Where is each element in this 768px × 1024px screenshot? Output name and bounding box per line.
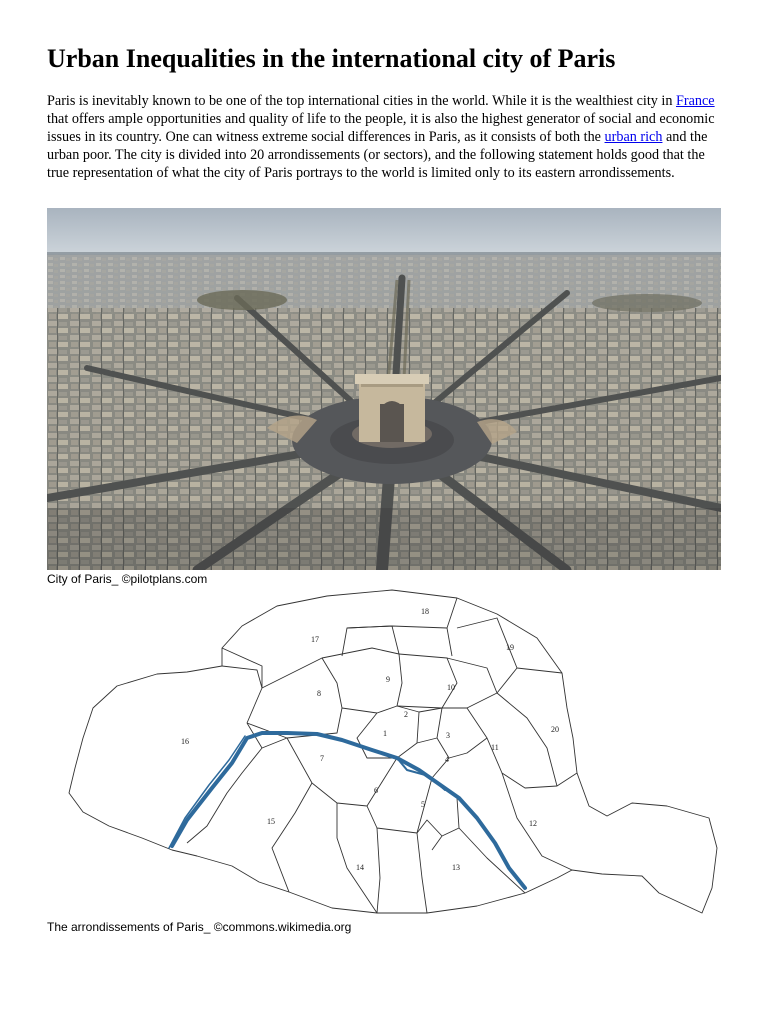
district-label-16: 16 xyxy=(181,737,189,746)
district-label-3: 3 xyxy=(446,731,450,740)
district-label-10: 10 xyxy=(447,683,455,692)
district-label-8: 8 xyxy=(317,689,321,698)
arrondissements-map-drawing xyxy=(47,588,721,916)
arc-de-triomphe xyxy=(355,374,429,442)
district-label-14: 14 xyxy=(356,863,364,872)
paris-aerial-photo xyxy=(47,208,721,570)
intro-paragraph xyxy=(47,92,723,182)
district-label-1: 1 xyxy=(383,729,387,738)
district-label-17: 17 xyxy=(311,635,319,644)
arrondissements-map xyxy=(47,588,721,916)
district-label-19: 19 xyxy=(506,643,514,652)
district-label-6: 6 xyxy=(374,786,378,795)
district-label-18: 18 xyxy=(421,607,429,616)
district-labels xyxy=(181,607,559,872)
france-link[interactable]: France xyxy=(676,93,715,109)
intro-text-3: and the urban poor. The city is divided into 20 arrondissements (or sectors), and the following statement holds good that the true representation of what the city of Paris portrays to the world is limited only to its eastern arrondissements. xyxy=(47,129,708,181)
district-label-13: 13 xyxy=(452,863,460,872)
photo-caption: City of Paris_ ©pilotplans.com xyxy=(47,572,208,586)
district-label-5: 5 xyxy=(421,800,425,809)
page-title: Urban Inequalities in the international city of Paris xyxy=(47,44,616,73)
intro-text-2: that offers ample opportunities and quality of life to the people, it is also the highest generator of social and economic issues in its country. One can witness extreme social differences in Paris, as it consists of both the xyxy=(47,111,715,145)
sky xyxy=(47,208,721,258)
district-label-7: 7 xyxy=(320,754,324,763)
district-label-11: 11 xyxy=(491,743,499,752)
district-label-15: 15 xyxy=(267,817,275,826)
seine-river xyxy=(169,733,525,888)
aerial-photo-drawing xyxy=(47,208,721,570)
map-caption: The arrondissements of Paris_ ©commons.wikimedia.org xyxy=(47,920,352,934)
district-label-9: 9 xyxy=(386,675,390,684)
district-borders xyxy=(69,590,717,913)
district-label-2: 2 xyxy=(404,710,408,719)
district-label-20: 20 xyxy=(551,725,559,734)
intro-text-1: Paris is inevitably known to be one of the top international cities in the world. While it is the wealthiest city in xyxy=(47,93,676,109)
district-label-4: 4 xyxy=(445,755,449,764)
urban-rich-link[interactable]: urban rich xyxy=(604,129,663,145)
district-label-12: 12 xyxy=(529,819,537,828)
